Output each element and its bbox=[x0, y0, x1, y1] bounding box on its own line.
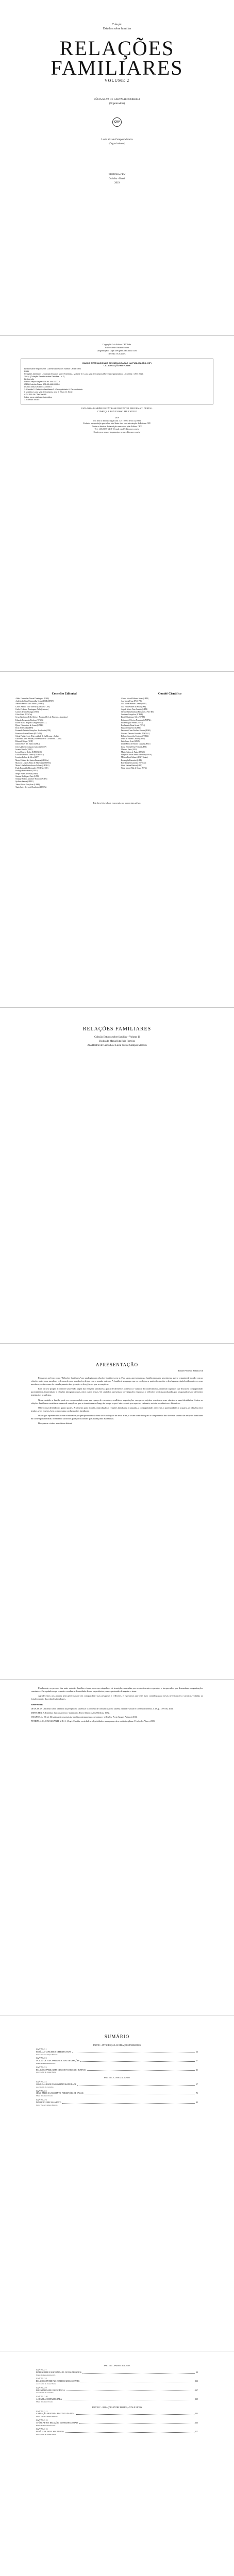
catalog-line: ISBN Coleção Físico 978-85-444-0000-0 bbox=[24, 383, 60, 385]
toc-page-number: 177 bbox=[195, 2431, 198, 2433]
catalog-line: CDU 316.36 CDD 306.85 bbox=[24, 394, 46, 396]
committee-member: Lucia Helena Pena Pereira (UFSJ) bbox=[121, 745, 147, 748]
toc-chapter-number: CAPÍTULO 2 bbox=[36, 2057, 47, 2060]
toc-entry[interactable] bbox=[36, 2378, 198, 2385]
toc-chapter-number: CAPÍTULO 8 bbox=[36, 2378, 47, 2380]
toc-chapter-title: FAMÍLIAS E ENVELHECIMENTO bbox=[36, 2431, 64, 2433]
toc-page-number: 71 bbox=[196, 2092, 198, 2095]
catalog-line: Relações familiares – Coleção Estudos sobre Famílias – Volume 2 / Lucia Vaz de Campos Moreira (organizadora) – Curitiba : CRV, 2019. bbox=[24, 373, 144, 375]
toc-entry[interactable] bbox=[36, 2411, 198, 2418]
board-member: Rodrigo Pratte-Santos (UFES) bbox=[15, 770, 38, 772]
presentation-continued-body bbox=[31, 1687, 203, 1724]
series-line-1: Coleção bbox=[112, 23, 122, 26]
presentation-body bbox=[31, 1377, 203, 1427]
editor-line-1: LÚCIA SILVA DE CARVALHO MOREIRA bbox=[94, 98, 140, 101]
copyright-line: Copyright © da Editora CRV Ltda. bbox=[103, 343, 131, 346]
legal-line: Conheça os nossos lançamentos: www.editoracrv.com.br bbox=[93, 430, 141, 433]
editorial-board-list bbox=[15, 698, 113, 789]
board-member: Celso Conti (UFSCar) bbox=[15, 714, 32, 716]
board-member: João Adalberto Campato Junior (UNESP) bbox=[15, 745, 47, 748]
board-member: Cesar Gerónimo Tello (Univer .Nacional Três de Febrero – Argentina) bbox=[15, 716, 68, 719]
toc-leader-dots bbox=[87, 2070, 195, 2071]
toc-leader-dots bbox=[62, 2103, 195, 2104]
toc-chapter-number: CAPÍTULO 13 bbox=[36, 2428, 48, 2431]
toc-page-number: 165 bbox=[195, 2421, 198, 2424]
reference-item: PETRINI, J. C.; CAVALCANTI, V. R. S. (Org.). Família, sociedade e subjetividades: uma perspectiva multidisciplinar. Petrópolis: Vozes, 2005. bbox=[31, 1719, 156, 1722]
toc-chapter-author: Elaine Pedreira Rabinovich bbox=[36, 2374, 56, 2376]
toc-entry[interactable] bbox=[36, 2099, 198, 2106]
board-member: Maria de Lourdes Pinto de Almeida (UNOESC) bbox=[15, 761, 52, 764]
board-member: Tania Suely Azevedo Brasileiro (UFOPA) bbox=[15, 786, 47, 788]
title-page bbox=[0, 0, 234, 336]
references-title: Referências bbox=[31, 1703, 43, 1706]
board-member: Andréia da Silva Quintanilha Sousa (UNIR/UFRN) bbox=[15, 700, 54, 703]
toc-entry[interactable] bbox=[36, 2396, 198, 2403]
half-title-series: Coleção Estudos sobre famílias – Volume II bbox=[94, 1036, 140, 1039]
toc-page-number: 13 bbox=[196, 2050, 198, 2053]
toc-chapter-title: PARENTALIDADE E DEFICIÊNCIA bbox=[36, 2389, 65, 2392]
board-member: Lídia de Oliveira Xavier (UNIEURO) bbox=[15, 754, 44, 756]
committee-member: Marcelo Porto (UEG) bbox=[121, 748, 138, 751]
toc-entry[interactable] bbox=[36, 2081, 198, 2088]
toc-chapter-title: DIVÓRCIO E RECASAMENTO bbox=[36, 2101, 61, 2104]
book-title-line-2: FAMILIARES bbox=[51, 56, 183, 79]
publisher-city: Curitiba - Brasil bbox=[108, 178, 126, 180]
board-member: Fernando Antônio Gonçalves Alcoforado (IPB) bbox=[15, 730, 51, 732]
toc-chapter-title: AVÓS E NETOS: RELAÇÕES INTERGERACIONAIS bbox=[36, 2421, 78, 2424]
presentation-paragraph: O livro está dividido em quatro partes. A primeira parte aborda a introdução às relações familiares; a segunda, a conjugalidade; a terceira, a parentalidade; e a quarta, as relações entre irmãos, avós e netos, bem como outras configurações familiares. bbox=[31, 1406, 203, 1412]
catalog-line: DOI 10.24824/978854443000.0 bbox=[24, 386, 52, 388]
scientific-committee bbox=[121, 692, 219, 789]
board-member: Maria Cristina dos Santos Bezerra (UFSCar) bbox=[15, 759, 49, 761]
committee-member: Ana Maria Eyng (PUC-PR) bbox=[121, 700, 142, 703]
board-member: Aldira Guimarães Duarte Domínguez (UNB) bbox=[15, 698, 49, 700]
toc-entry[interactable] bbox=[36, 2387, 198, 2394]
scientific-committee-title: Comitê Científico bbox=[158, 692, 182, 696]
presentation-paragraph: Os artigos apresentados foram elaborados por pesquisadores da área da Psicologia e de áreas afins, e visam contribuir para a compreensão das diversas facetas das relações familiares na contemporaneidade, oferecendo subsídios para profissionais que atuam junto às famílias. bbox=[31, 1414, 203, 1420]
legal-block bbox=[0, 416, 234, 433]
toc-part-heading: PARTE III – PARENTALIDADE bbox=[104, 2365, 130, 2367]
toc-chapter-author: Lucia Vaz de Campos Moreira bbox=[36, 2053, 58, 2056]
board-member: Francisco Carlos Duarte (PUC-PR) bbox=[15, 732, 42, 735]
reference-item: MINUCHIN, S. Famílias: funcionamento e tratamento. Porto Alegre: Artes Médicas, 1982. bbox=[31, 1711, 110, 1715]
board-member: Josania Portela (UFPI) bbox=[15, 748, 32, 751]
catalog-line: 190 p. (Coleção Estudos sobre Famílias - v. 2) bbox=[24, 376, 65, 378]
toc-page-1 bbox=[0, 2015, 234, 2351]
half-title-editors: Ana Beatriz de Carvalho e Lucia Vaz de Campos Moreira bbox=[87, 1044, 147, 1047]
references-list bbox=[31, 1707, 203, 1722]
toc-chapter-title: A GUARDA COMPARTILHADA bbox=[36, 2398, 62, 2400]
toc-leader-dots bbox=[77, 2085, 195, 2086]
legal-line: 2019 bbox=[115, 416, 119, 419]
publisher-name: EDITORA CRV bbox=[108, 174, 126, 176]
toc-chapter-title: CONJUGALIDADE NA CONTEMPORANEIDADE bbox=[36, 2083, 76, 2086]
toc-page-number: 85 bbox=[196, 2101, 198, 2104]
toc-chapter-number: CAPÍTULO 1 bbox=[36, 2048, 47, 2050]
peer-review-note: Este livro foi avaliado e aprovado por pareceristas ad hoc. bbox=[93, 802, 141, 804]
book-title-line-1: RELAÇÕES bbox=[59, 37, 175, 60]
toc-chapter-title: RELAÇÕES FAMILIARES E DESENVOLVIMENTO HUMANO bbox=[36, 2069, 86, 2071]
committee-member: Giovana Teixeira Goutinho (UNIFAL) bbox=[121, 732, 150, 735]
toc-entry[interactable] bbox=[36, 2048, 198, 2056]
board-member: Helmuth Krüger (UCP) bbox=[15, 740, 33, 743]
toc-page-number: 139 bbox=[195, 2398, 198, 2400]
catalog-line: ISBN Coleção Digital 978-85-444-0000-0 bbox=[24, 381, 60, 383]
presentation-continued-page bbox=[0, 1680, 234, 2015]
toc-chapter-title: FAMÍLIAS: CONCEITOS E PERSPECTIVAS bbox=[36, 2050, 71, 2053]
editor-chief-line: Editor-chefe: Railson Moura bbox=[105, 346, 129, 349]
board-member: Antônio Pereira Gaio Júnior (UFRRJ) bbox=[15, 703, 44, 705]
board-member: Gloria Fariñas León (Universidade de La Havana – Cuba) bbox=[15, 735, 59, 737]
toc-chapter-author: Maria Rita Reis Ferreira bbox=[36, 2095, 54, 2097]
toc-part-heading: PARTE IV – RELAÇÕES ENTRE IRMÃOS, AVÓS E NETOS bbox=[92, 2406, 142, 2409]
toc-chapter-author: Lucia Vaz de Campos Moreira bbox=[36, 2415, 58, 2418]
toc-entry[interactable] bbox=[36, 2419, 198, 2427]
committee-member: Maryluze Souza Santos Oliveira (UFBA) bbox=[121, 754, 152, 756]
coordinator-line-1: Lucia Vaz de Campos Moreira bbox=[101, 139, 133, 141]
reference-item: WAGNER, A. (Org.). Desafios psicossociais da família contemporânea: pesquisas e reflexões. Porto Alegre: Artmed, 2011. bbox=[31, 1715, 138, 1718]
revision-line: Revisão: Os Autores bbox=[108, 352, 126, 355]
board-member: Simone Rodrigues Pinto (UNB) bbox=[15, 775, 40, 777]
catalog-line: Bibliotecária responsável: Luzenira Alves dos Santos CRB9/1506 bbox=[24, 368, 81, 370]
committee-member: Daniel Rodrigues Silva (UFRB) bbox=[121, 716, 145, 719]
catalog-lines bbox=[24, 368, 210, 401]
committee-member: Silvia Helena Batista (UFU) bbox=[121, 765, 142, 767]
presentation-paragraph: Agradecemos aos autores pela generosidade em compartilhar suas pesquisas e reflexões, e esperamos que este livro contribua para novas investigações e práticas voltadas ao fortalecimento das relações familiares. bbox=[31, 1694, 203, 1701]
presentation-page bbox=[0, 1344, 234, 1680]
reference-item: DIAS, M. O. Um olhar sobre a família na perspectiva sistémica: o processo de comunicação no sistema familiar. Gestão e Desenvolvimento, v. 19, p. 139-156, 2011. bbox=[31, 1707, 174, 1710]
publisher-logo bbox=[0, 117, 234, 127]
board-member: Eduardo Fernandes Barbosa (UFMG) bbox=[15, 719, 44, 721]
board-member: Sérgio Nunes de Jesus (IFRO) bbox=[15, 772, 38, 775]
toc-chapter-author: Elaine Pedreira Rabinovich bbox=[36, 2424, 56, 2427]
board-member: Paulo Romualdo Hernandes (UNIFAL-MG) bbox=[15, 767, 48, 770]
toc-leader-dots bbox=[65, 2432, 194, 2433]
committee-member: Rute Lima Nascimento (UFSCar) bbox=[121, 761, 146, 764]
toc-chapter-author: Ana Beatriz de Carvalho bbox=[36, 2086, 54, 2088]
committee-member: Marta Helena de Paula (UFGD) bbox=[121, 751, 145, 754]
digital-notice-1: ESTA OBRA TAMBÉM ENCONTRA-SE DISPONÍVEL EM FORMATO DIGITAL. bbox=[81, 407, 153, 410]
publisher-logo-icon: CRV bbox=[112, 117, 122, 127]
toc-list-2 bbox=[36, 2362, 198, 2437]
publication-year: 2019 bbox=[114, 182, 120, 184]
toc-page-number: 57 bbox=[196, 2083, 198, 2086]
toc-chapter-title: A RELAÇÃO FRATERNA AO LONGO DA VIDA bbox=[36, 2413, 75, 2415]
presentation-paragraph: Finalmente, as pessoas das mais variadas famílias vivem processos singulares de transição, marcadas por acontecimentos esperados e inesperados, que demandam reorganizações constantes. Os capítulos aqui reunidos revelam a diversidade dessas experiências, sem a pretensão de esgotar o tema. bbox=[31, 1687, 203, 1693]
board-member: Elizeu Clementino de Souza (UNEB) bbox=[15, 724, 43, 727]
toc-entry[interactable] bbox=[36, 2369, 198, 2376]
catalog-line: 1. Família 306.85 bbox=[24, 399, 40, 401]
catalog-line: R831 bbox=[24, 370, 29, 372]
presentation-continued-paragraphs bbox=[31, 1687, 203, 1701]
toc-chapter-number: CAPÍTULO 10 bbox=[36, 2396, 48, 2398]
half-title-dedicatory: Dedicado Maria Rita Reis Ferreira bbox=[99, 1040, 135, 1043]
toc-part-heading: PARTE II – CONJUGALIDADE bbox=[104, 2077, 130, 2079]
toc-title: SUMÁRIO bbox=[104, 2034, 130, 2039]
committee-member: Julio Cesar Grini (UFJF) bbox=[121, 740, 140, 743]
toc-chapter-number: CAPÍTULO 5 bbox=[36, 2090, 47, 2092]
series-line-2: Estudos sobre famílias bbox=[103, 27, 131, 30]
catalog-line: 1. Família 2. Relações familiares 3. Conjugalidade 4. Parentalidade bbox=[24, 388, 83, 391]
catalog-header: DADOS INTERNACIONAIS DE CATALOGAÇÃO NA PUBLICAÇÃO (CIP) CATALOGAÇÃO NA FONTE bbox=[82, 362, 152, 367]
toc-list-1 bbox=[36, 2041, 198, 2108]
editor-line-2: (Organizadora) bbox=[109, 103, 125, 105]
board-member: Carlos Federico Dominguez Avila (Unieuro) bbox=[15, 708, 49, 710]
toc-entry[interactable] bbox=[36, 2428, 198, 2435]
committee-member: Leila Márcia de Barros Gurgel (UECE) bbox=[121, 743, 151, 745]
scientific-committee-list bbox=[121, 698, 219, 770]
legal-line: Todos os direitos desta edição reservados pela: Editora CRV bbox=[92, 425, 142, 428]
council-page bbox=[0, 672, 234, 1008]
toc-page-number: 99 bbox=[196, 2371, 198, 2374]
toc-chapter-title: SEXO, AMOR E CASAMENTO: PERCEPÇÕES DE CASAIS bbox=[36, 2092, 83, 2095]
toc-chapter-author: Maria Rita Reis Ferreira bbox=[36, 2400, 54, 2403]
toc-leader-dots bbox=[82, 2373, 195, 2374]
board-member: Tadeu Oliver Gonçalves (UFPA) bbox=[15, 783, 40, 786]
board-member: Leonel Severo Rocha (UNISINOS) bbox=[15, 751, 42, 754]
half-title-page bbox=[0, 1008, 234, 1344]
committee-member: Ana Maria Martins Gomes (UFU) bbox=[121, 703, 146, 705]
catalog-line: Índice para catálogo sistemático bbox=[24, 396, 53, 398]
toc-entry[interactable] bbox=[36, 2066, 198, 2074]
presentation-paragraph: Nesse sentido, a família pode ser compreendida como um espaço de encontros, conflitos e negociações em que os sujeitos constroem seus vínculos e suas identidades. Assim, as relações familiares constituem uma rede complexa, que se transforma ao longo do tempo e que é atravessada por aspectos culturais, sociais, econômicos e históricos. bbox=[31, 1398, 203, 1404]
toc-page-number: 151 bbox=[195, 2413, 198, 2415]
presentation-paragraph: Desejamos a todos uma ótima leitura! bbox=[38, 1422, 73, 1425]
legal-line: Foi feito o depósito legal conf. Lei 10.994 de 14/12/2004 bbox=[93, 419, 141, 422]
toc-chapter-author: Lucia Vaz de Campos Moreira bbox=[36, 2104, 58, 2106]
volume-label: VOLUME 2 bbox=[104, 78, 130, 83]
toc-chapter-author: Ana Cecília de Sousa Bastos bbox=[36, 2071, 56, 2074]
board-member: Elione Maria Nogueira Diogenes (UFAL) bbox=[15, 721, 47, 724]
toc-chapter-number: CAPÍTULO 11 bbox=[36, 2410, 48, 2413]
toc-page-number: 127 bbox=[195, 2389, 198, 2392]
committee-member: Tânia Maria Filiú de Souza (UFG) bbox=[121, 767, 147, 770]
toc-entry[interactable] bbox=[36, 2090, 198, 2097]
committee-member: Heliane Aparecida Cordeiro (FEMA) bbox=[121, 735, 149, 737]
catalog-line: Bibliografia bbox=[24, 378, 34, 380]
toc-chapter-author: Ana Cecília de Sousa Bastos bbox=[36, 2433, 56, 2435]
committee-member: Alvaro Marcel Palomo Alves (UEM) bbox=[121, 698, 149, 700]
presentation-author: Elaine Pedreira Rabinovich bbox=[178, 1369, 203, 1372]
toc-chapter-author: Ana Cecília de Sousa Bastos bbox=[36, 2382, 56, 2385]
toc-chapter-number: CAPÍTULO 4 bbox=[36, 2081, 47, 2083]
editorial-board-title: Conselho Editorial bbox=[52, 692, 77, 696]
legal-line: Proibida a reprodução parcial ou total desta obra sem autorização da Editora CRV bbox=[83, 422, 151, 425]
presentation-title: APRESENTAÇÃO bbox=[95, 1362, 139, 1367]
board-member: Guillermo Arias Beatón (Universidade de La Havana – Cuba) bbox=[15, 738, 61, 740]
committee-member: Eliane Regina Pereira (UFU) bbox=[121, 721, 143, 724]
editorial-board bbox=[15, 692, 113, 789]
toc-chapter-number: CAPÍTULO 3 bbox=[36, 2066, 47, 2069]
committee-member: Angela Maria Pires Caniato (UEM) bbox=[121, 708, 148, 710]
board-member: Maria Lília Imbiriba Sousa Colares (UFOPA) bbox=[15, 765, 49, 767]
committee-member: Cristiane Gonçalves (ICESP) bbox=[121, 714, 143, 716]
toc-chapter-title: O CICLO DE VIDA FAMILIAR E SUAS TRANSIÇÕES bbox=[36, 2060, 79, 2062]
coordinator-line-2: (Organizadores) bbox=[108, 143, 126, 145]
committee-member: Estelamaris Brant Scarel (UFU) bbox=[121, 724, 145, 727]
committee-member: Fernando Cesar Paulino-Pereira (IESB) bbox=[121, 730, 151, 732]
board-member: Carlos Alberto Vilar Estêvão (UMINHO – PT) bbox=[15, 705, 51, 708]
half-title: RELAÇÕES FAMILIARES bbox=[82, 1026, 152, 1032]
toc-chapter-number: CAPÍTULO 7 bbox=[36, 2369, 47, 2371]
toc-chapter-title: PATERNIDADE E MATERNIDADE: NOVOS ARRANJOS bbox=[36, 2371, 81, 2374]
committee-member: Jeane de Fátima Canton (UFSJ) bbox=[121, 738, 145, 740]
committee-member: Mônica Boni Galazzi (UNIT-Santo) bbox=[121, 756, 148, 759]
toc-chapter-number: CAPÍTULO 9 bbox=[36, 2386, 47, 2389]
toc-chapter-number: CAPÍTULO 12 bbox=[36, 2419, 48, 2421]
board-member: Sydione Santos (UEPG) bbox=[15, 781, 34, 783]
committee-member: Rosangela Fiorentini (UPF) bbox=[121, 759, 142, 761]
board-member: Solange Helena Ximenes-Rocha (UFOPA) bbox=[15, 778, 47, 781]
toc-page-2 bbox=[0, 2351, 234, 2576]
toc-leader-dots bbox=[80, 2061, 195, 2062]
legal-line: Tel.: (41) 3039-6418 - E-mail: sac@editoracrv.com.br bbox=[94, 428, 140, 430]
catalog-line: I. Moreira, Lucia Vaz de Campos, org. II. Título III. Série bbox=[24, 391, 73, 393]
layout-line: Diagramação e Capa: Designers da Editora CRV bbox=[97, 349, 137, 352]
toc-entry[interactable] bbox=[36, 2057, 198, 2064]
toc-chapter-author: Ana Beatriz de Carvalho bbox=[36, 2392, 54, 2394]
board-member: Jailson Alves dos Santos (UFRJ) bbox=[15, 743, 40, 745]
digital-notice-2: CONHEÇA E BAIXE NOSSO APLICATIVO! bbox=[97, 410, 137, 413]
committee-member: Cleoni Maria Barboza Fernandes (PUC-RS) bbox=[121, 711, 154, 714]
toc-page-number: 41 bbox=[196, 2069, 198, 2071]
toc-leader-dots bbox=[76, 2414, 194, 2415]
board-member: Lourdes Helena da Silva (UFV) bbox=[15, 756, 39, 759]
toc-chapter-number: CAPÍTULO 6 bbox=[36, 2098, 47, 2101]
board-member: Élsio José Corá (UFFS) bbox=[15, 727, 34, 730]
toc-chapter-title: RELAÇÕES ENTRE PAIS E FILHOS ADOLESCENTES bbox=[36, 2380, 80, 2383]
committee-member: Edilena de Oliveira Nogueira (UNIFAL) bbox=[121, 719, 152, 721]
toc-page-number: 27 bbox=[196, 2060, 198, 2062]
toc-part-heading: PARTE I – INTRODUÇÃO ÀS RELAÇÕES FAMILIARES bbox=[93, 2044, 141, 2046]
committee-member: Fauston Negreiros (UFPI) bbox=[121, 727, 141, 730]
council-columns bbox=[15, 692, 219, 789]
catalog-page bbox=[0, 336, 234, 672]
toc-chapter-author: Elaine Pedreira Rabinovich bbox=[36, 2062, 56, 2064]
board-member: Carmen Tereza Velanga (UNIR) bbox=[15, 711, 40, 714]
presentation-paragraph: Esta obra se propõe a oferecer uma visão ampla das relações familiares a partir de diferentes contextos e campos do conhecimento, reunindo capítulos que discutem conjugalidade, parentalidade, fraternidade e relações intergeracionais, entre outros temas. Os capítulos apresentam investigações empíricas e reflexões teóricas produzidas por pesquisadores de diferentes instituições brasileiras. bbox=[31, 1387, 203, 1397]
catalog-card bbox=[21, 359, 213, 404]
committee-member: Ana Paula Soares da Silva (USP) bbox=[121, 705, 146, 708]
toc-page-number: 113 bbox=[195, 2380, 198, 2383]
presentation-paragraph: Pensamos no livro como “Relações familiares” por analogia com relações familiares em si. Para tanto, apresentamos a família enquanto um sistema que se organiza de acordo com as relações entre seus membros e de acordo com as relações destes com o mundo externo. A família é um grupo que se configura a partir dos modos e dos lugares estabelecidos entre os seus membros, assim como do entrelaçamento das gerações e dos gêneros que a compõem. bbox=[31, 1377, 203, 1386]
